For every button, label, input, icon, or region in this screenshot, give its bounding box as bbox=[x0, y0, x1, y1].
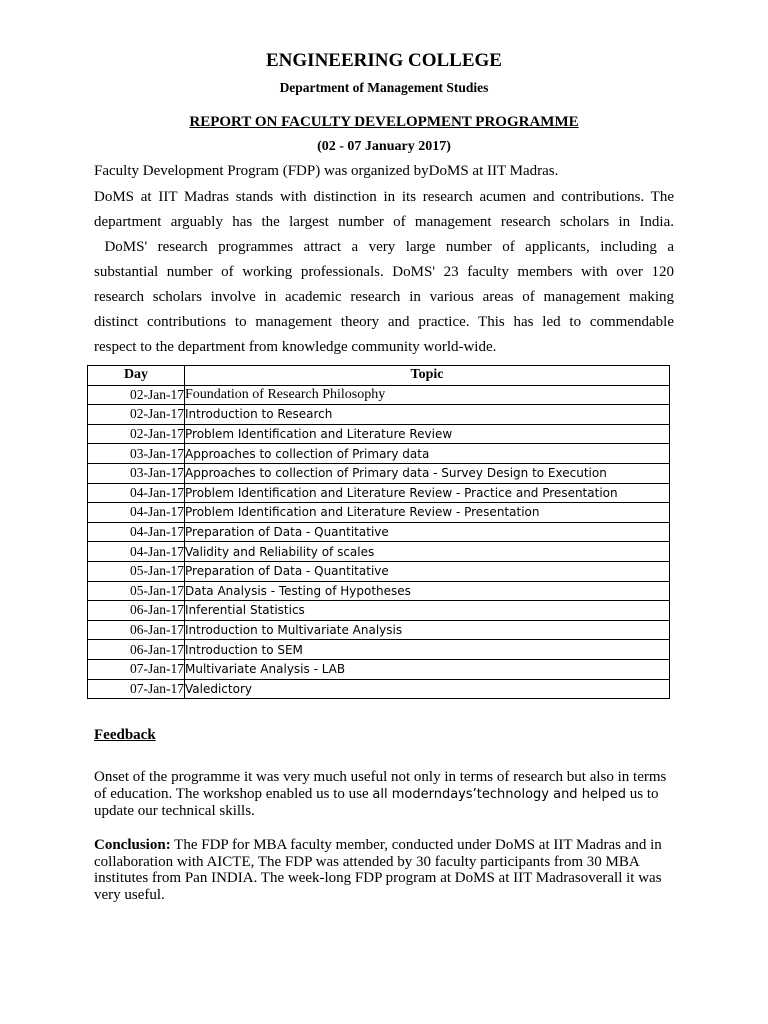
topic-cell: Problem Identification and Literature Review - Practice and Presentation bbox=[185, 483, 670, 503]
table-row bbox=[88, 561, 670, 581]
day-cell: 04-Jan-17 bbox=[88, 483, 185, 503]
topic-cell: Preparation of Data - Quantitative bbox=[185, 561, 670, 581]
day-cell: 06-Jan-17 bbox=[88, 620, 185, 640]
report-title: REPORT ON FACULTY DEVELOPMENT PROGRAMME bbox=[189, 114, 579, 130]
table-row bbox=[88, 424, 670, 444]
feedback-text: Onset of the programme it was very much useful not only in terms of research but also in terms of education. The workshop enabled us to use bbox=[94, 769, 667, 802]
day-cell: 02-Jan-17 bbox=[88, 424, 185, 444]
feedback-heading: Feedback bbox=[94, 727, 156, 743]
day-cell: 04-Jan-17 bbox=[88, 522, 185, 542]
day-cell: 03-Jan-17 bbox=[88, 444, 185, 464]
feedback-text: us to update our technical skills. bbox=[94, 785, 659, 819]
topic-cell: Valedictory bbox=[185, 679, 670, 699]
day-column-header: Day bbox=[88, 366, 185, 386]
intro-para-line: department arguably has the largest number of management research scholars in India. bbox=[94, 214, 674, 230]
intro-para-line: distinct contributions to management theory and practice. This has led to commendable bbox=[94, 314, 674, 330]
conclusion-text: The FDP for MBA faculty member, conducted under DoMS at IIT Madras and in collaboration with AICTE, The FDP was attended by 30 faculty participants from 30 MBA institutes from Pan INDIA. The week-long FDP program at DoMS at IIT Madrasoverall it was very useful. bbox=[94, 837, 662, 903]
table-row bbox=[88, 679, 670, 699]
intro-para-line: respect to the department from knowledge community world-wide. bbox=[94, 339, 497, 355]
intro-para-line: DoMS' research programmes attract a very large number of applicants, including a bbox=[94, 239, 674, 255]
topic-cell: Introduction to SEM bbox=[185, 640, 670, 660]
day-cell: 03-Jan-17 bbox=[88, 463, 185, 483]
table-header-row bbox=[88, 366, 670, 386]
topic-cell: Introduction to Research bbox=[185, 405, 670, 425]
table-row bbox=[88, 620, 670, 640]
college-title: ENGINEERING COLLEGE bbox=[266, 50, 502, 71]
conclusion-label: Conclusion: bbox=[94, 837, 171, 853]
topic-cell: Approaches to collection of Primary data - Survey Design to Execution bbox=[185, 463, 670, 483]
table-row bbox=[88, 503, 670, 523]
topic-cell: Problem Identification and Literature Review bbox=[185, 424, 670, 444]
topic-cell: Foundation of Research Philosophy bbox=[185, 385, 670, 405]
intro-para-line: DoMS at IIT Madras stands with distinction in its research acumen and contributions. The bbox=[94, 189, 674, 205]
schedule-table bbox=[87, 365, 670, 699]
table-row bbox=[88, 444, 670, 464]
day-cell: 06-Jan-17 bbox=[88, 640, 185, 660]
topic-cell: Problem Identification and Literature Review - Presentation bbox=[185, 503, 670, 523]
day-cell: 02-Jan-17 bbox=[88, 385, 185, 405]
table-row bbox=[88, 405, 670, 425]
day-cell: 07-Jan-17 bbox=[88, 679, 185, 699]
table-row bbox=[88, 581, 670, 601]
table-row bbox=[88, 522, 670, 542]
topic-cell: Preparation of Data - Quantitative bbox=[185, 522, 670, 542]
table-row bbox=[88, 542, 670, 562]
intro-para-line: substantial number of working professionals. DoMS' 23 faculty members with over 120 bbox=[94, 264, 674, 280]
conclusion-paragraph bbox=[94, 837, 676, 903]
topic-cell: Validity and Reliability of scales bbox=[185, 542, 670, 562]
department-name: Department of Management Studies bbox=[279, 80, 489, 95]
topic-cell: Data Analysis - Testing of Hypotheses bbox=[185, 581, 670, 601]
feedback-paragraph bbox=[94, 769, 676, 820]
table-row bbox=[88, 659, 670, 679]
day-cell: 06-Jan-17 bbox=[88, 601, 185, 621]
topic-cell: Introduction to Multivariate Analysis bbox=[185, 620, 670, 640]
topic-cell: Multivariate Analysis - LAB bbox=[185, 659, 670, 679]
topic-cell: Approaches to collection of Primary data bbox=[185, 444, 670, 464]
topic-cell: Inferential Statistics bbox=[185, 601, 670, 621]
day-cell: 05-Jan-17 bbox=[88, 561, 185, 581]
intro-para-line: research scholars involve in academic research in various areas of management making bbox=[94, 289, 674, 305]
table-row bbox=[88, 463, 670, 483]
day-cell: 07-Jan-17 bbox=[88, 659, 185, 679]
table-row bbox=[88, 385, 670, 405]
topic-column-header: Topic bbox=[185, 366, 670, 386]
day-cell: 04-Jan-17 bbox=[88, 542, 185, 562]
feedback-text: all moderndays’technology and helped bbox=[372, 786, 627, 802]
day-cell: 02-Jan-17 bbox=[88, 405, 185, 425]
day-cell: 05-Jan-17 bbox=[88, 581, 185, 601]
table-row bbox=[88, 601, 670, 621]
table-row bbox=[88, 483, 670, 503]
table-row bbox=[88, 640, 670, 660]
programme-dates: (02 - 07 January 2017) bbox=[317, 139, 451, 154]
day-cell: 04-Jan-17 bbox=[88, 503, 185, 523]
intro-line: Faculty Development Program (FDP) was organized byDoMS at IIT Madras. bbox=[94, 163, 559, 179]
